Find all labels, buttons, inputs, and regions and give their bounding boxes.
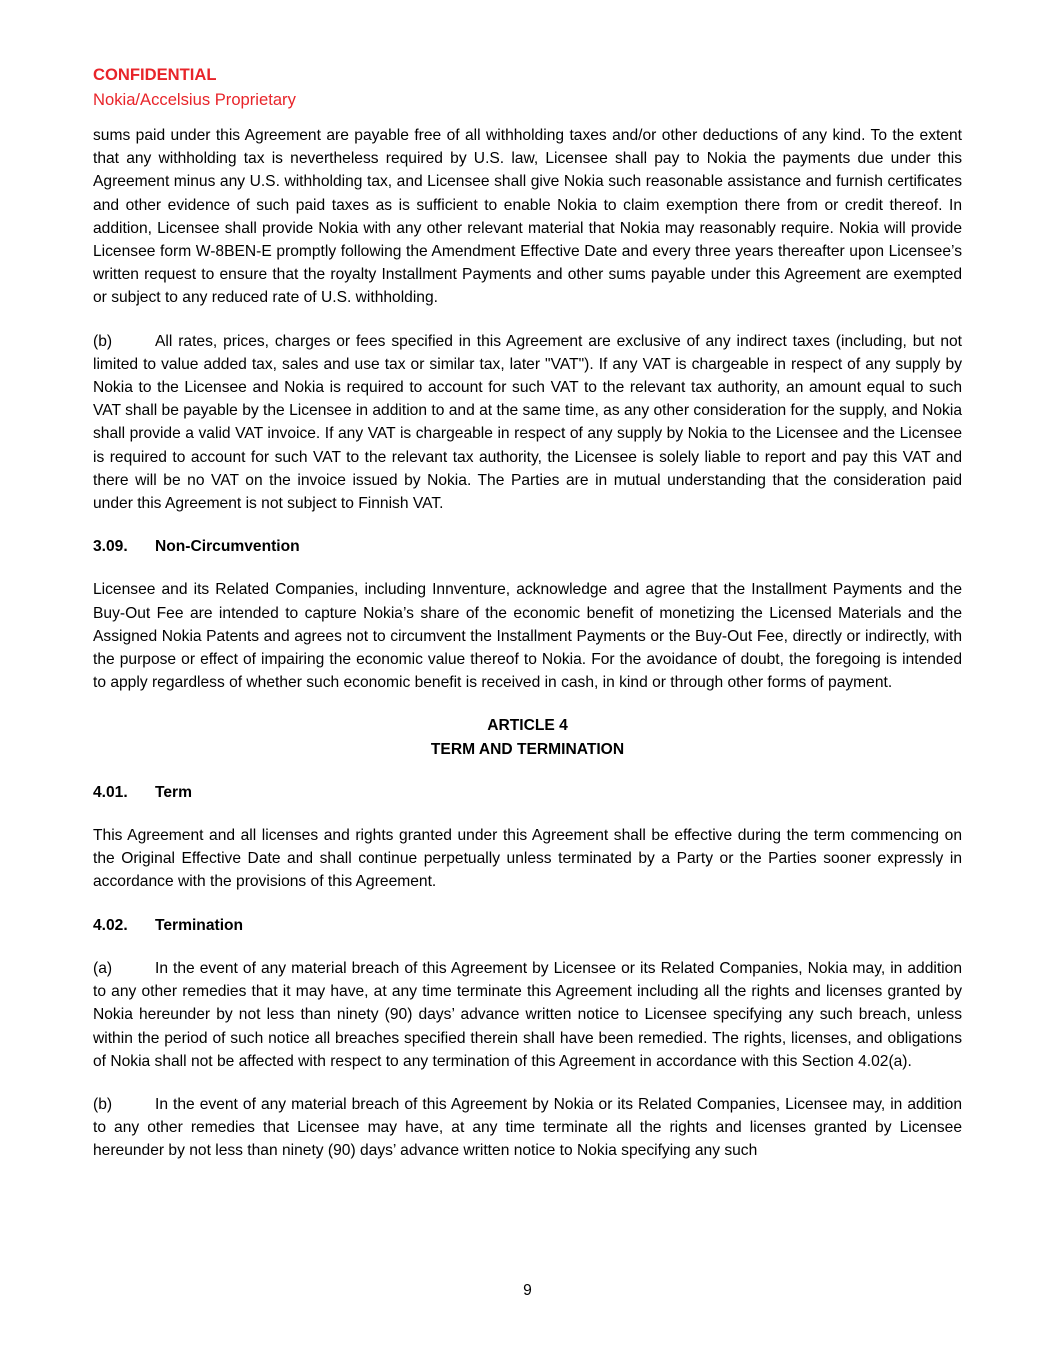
vat-paragraph [93, 330, 962, 516]
section-402-item-a-label: (a) [93, 959, 113, 977]
section-401-text: This Agreement and all licenses and rights granted under this Agreement shall be effective during the term commencing on the Original Effective Date and shall continue perpetually unless terminated by a Party or the Parties sooner expressly in accordance with the provisions of this Agreement. [93, 827, 962, 891]
article-title: TERM AND TERMINATION [430, 740, 625, 758]
section-401-title: Term [155, 783, 192, 801]
section-401-heading [93, 781, 962, 804]
section-309-heading [93, 535, 962, 558]
section-402-title: Termination [155, 916, 244, 934]
withholding-tax-paragraph: sums paid under this Agreement are payable free of all withholding taxes and/or other deductions of any kind. To the extent that any withholding tax is nevertheless required by U.S. law, Licensee shall pay to Nokia the payments due under this Agreement minus any U.S. withholding tax, and Licensee shall give Nokia such reasonable assistance and furnish certificates and other evidence of such paid taxes as is sufficient to enable Nokia to claim exemption there from or credit thereof. In addition, Licensee shall provide Nokia with any other relevant material that Nokia may reasonably require. Nokia will provide Licensee form W-8BEN-E promptly following the Amendment Effective Date and every three years thereafter upon Licensee’s written request to ensure that the royalty Installment Payments and other sums payable under this Agreement are exempted or subject to any reduced rate of U.S. withholding. [93, 127, 962, 307]
section-309-text: Licensee and its Related Companies, including Innventure, acknowledge and agree that the Installment Payments and the Buy-Out Fee are intended to capture Nokia’s share of the economic benefit of monetizing the Licensed Materials and the Assigned Nokia Patents and agrees not to circumvent the Installment Payments or the Buy-Out Fee, directly or indirectly, with the purpose or effect of impairing the economic value thereof to Nokia. For the avoidance of doubt, the foregoing is intended to apply regardless of whether such economic benefit is received in cash, in kind or through other forms of payment. [93, 581, 962, 692]
section-402-item-b [93, 1093, 962, 1163]
section-309-title: Non-Circumvention [155, 538, 300, 556]
section-402-item-b-text: In the event of any material breach of this Agreement by Nokia or its Related Companies, Licensee may, in addition to any other remedies that Licensee may have, at any time terminate all the rights and licenses granted by Licensee hereunder by not less than ninety (90) days’ advance written notice to Nokia specifying any such [93, 1095, 962, 1160]
article-number: ARTICLE 4 [487, 717, 568, 735]
section-402-item-a-text: In the event of any material breach of this Agreement by Licensee or its Related Companies, Nokia may, in addition to any other remedies that it may have, at any time terminate this Agreement including all the rights and licenses granted by Nokia hereunder by not less than ninety (90) days’ advance written notice to Licensee specifying any such breach, unless within the period of such notice all breaches specified therein shall have been remedied. The rights, licenses, and obligations of Nokia shall not be affected with respect to any termination of this Agreement in accordance with this Section 4.02(a). [93, 959, 962, 1070]
section-402-number: 4.02. [93, 916, 128, 934]
section-402-heading [93, 914, 962, 937]
confidential-label: CONFIDENTIAL [93, 65, 217, 84]
vat-item-text: All rates, prices, charges or fees specified in this Agreement are exclusive of any indirect taxes (including, but not limited to value added tax, sales and use tax or similar tax, later "VAT"). If any VAT is chargeable in respect of any supply by Nokia to the Licensee and Nokia is required to account for such VAT to the relevant tax authority, an amount equal to such VAT shall be payable by the Licensee in addition to and at the same time, as any other consideration for the supply, and Nokia shall provide a valid VAT invoice. If any VAT is chargeable in respect of any supply by Nokia to the Licensee and the Licensee is required to account for such VAT to the relevant tax authority, the Licensee is solely liable to report and pay this VAT and there will be no VAT on the invoice issued by Nokia. The Parties are in mutual understanding that the consideration paid under this Agreement is not subject to Finnish VAT. [93, 332, 962, 513]
page-number: 9 [523, 1282, 532, 1299]
section-402-item-b-label: (b) [93, 1095, 113, 1113]
vat-item-label: (b) [93, 332, 113, 350]
section-309-number: 3.09. [93, 538, 128, 556]
section-402-item-a [93, 957, 962, 1073]
document-page [93, 62, 962, 1163]
proprietary-label: Nokia/Accelsius Proprietary [93, 90, 296, 109]
section-401-number: 4.01. [93, 783, 128, 801]
article-heading [93, 714, 962, 760]
